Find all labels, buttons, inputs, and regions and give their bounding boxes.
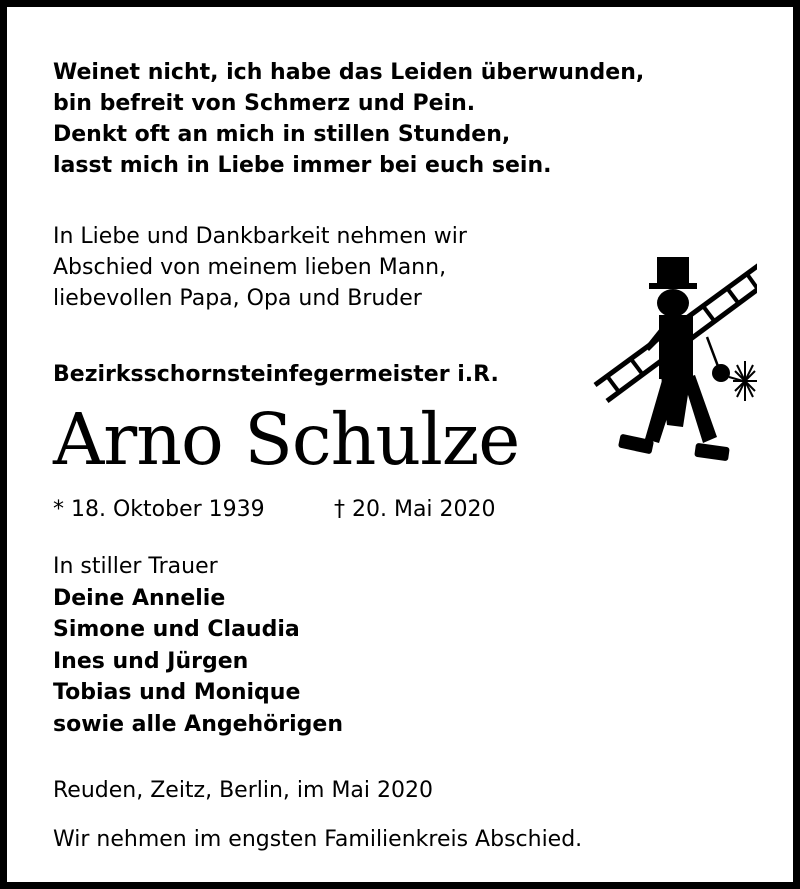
poem-line: Weinet nicht, ich habe das Leiden überwunden, (53, 60, 645, 85)
mourners (53, 551, 343, 740)
profession: Bezirksschornsteinfegermeister i.R. (53, 362, 499, 387)
mourner-name: Simone und Claudia (53, 617, 300, 642)
mourner-name: sowie alle Angehörigen (53, 711, 344, 737)
poem-line: lasst mich in Liebe immer bei euch sein. (53, 153, 552, 178)
intro-line: liebevollen Papa, Opa und Bruder (53, 286, 422, 311)
mourner-name: Ines und Jürgen (53, 648, 249, 674)
place-date: Reuden, Zeitz, Berlin, im Mai 2020 (53, 778, 434, 803)
poem-line: Denkt oft an mich in stillen Stunden, (53, 122, 511, 147)
poem (53, 57, 644, 181)
chimney-sweep-icon (587, 247, 757, 477)
life-dates (53, 494, 496, 525)
intro-text (53, 221, 467, 314)
deceased-name: Arno Schulze (53, 398, 520, 481)
poem-line: bin befreit von Schmerz und Pein. (53, 91, 476, 116)
intro-line: In Liebe und Dankbarkeit nehmen wir (53, 224, 467, 249)
mourner-name: Deine Annelie (53, 585, 226, 611)
mourner-name: Tobias und Monique (53, 680, 301, 705)
death-date: † 20. Mai 2020 (334, 497, 496, 522)
obituary-notice (7, 7, 793, 882)
intro-line: Abschied von meinem lieben Mann, (53, 255, 447, 280)
closing-note: Wir nehmen im engsten Familienkreis Abschied. (53, 827, 583, 852)
birth-date: * 18. Oktober 1939 (53, 497, 265, 522)
mourners-heading: In stiller Trauer (53, 554, 218, 579)
